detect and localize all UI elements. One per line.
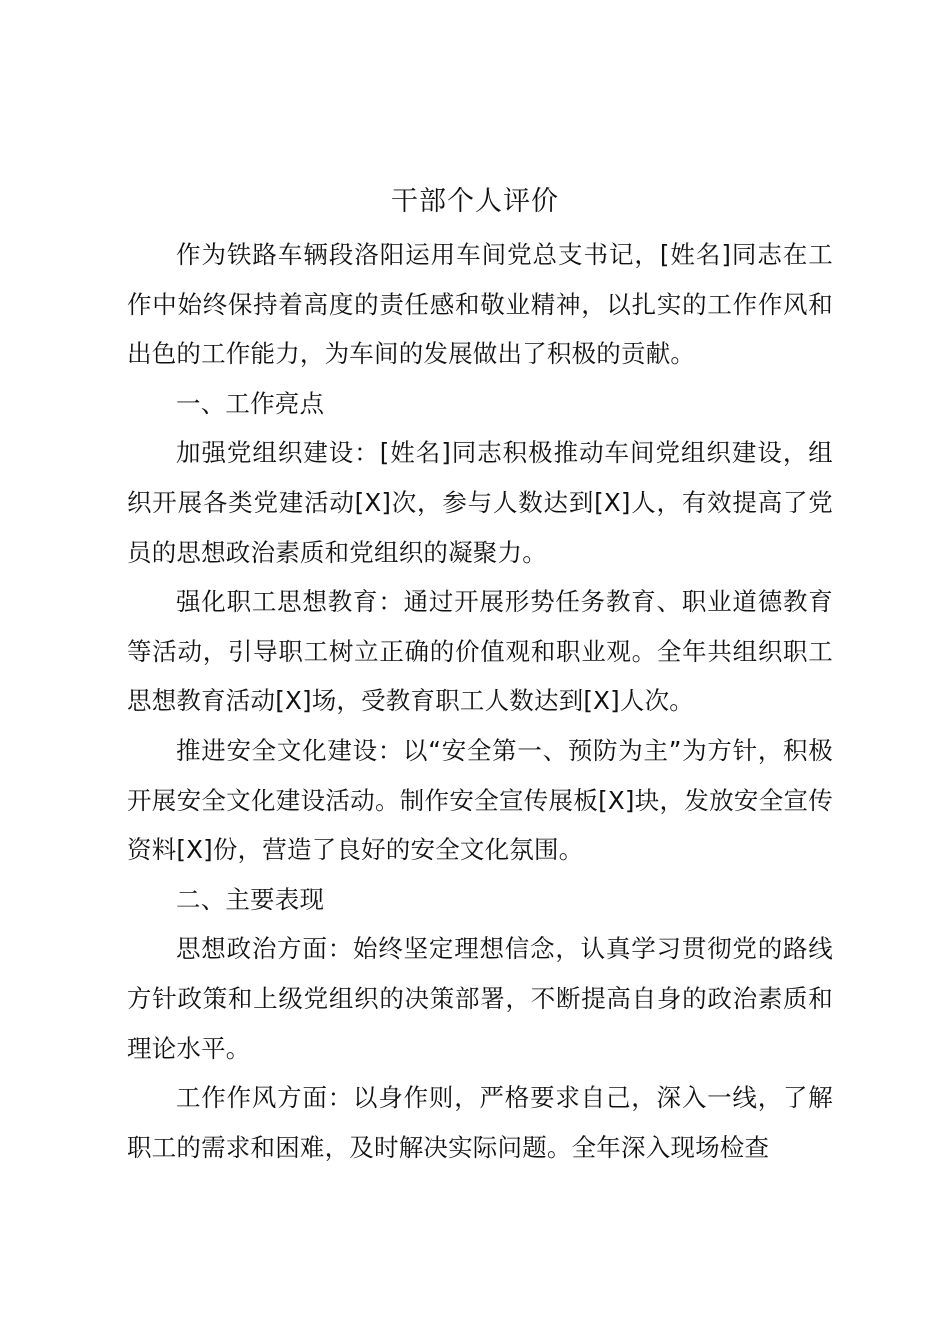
section-heading-performance: 二、主要表现 — [176, 884, 325, 914]
section-heading-highlights: 一、工作亮点 — [176, 388, 325, 418]
paragraph-work-style: 工作作风方面：以身作则，严格要求自己，深入一线，了解职工的需求和困难，及时解决实际问题。全年深入现场检查 — [127, 1083, 833, 1162]
paragraph-safety-culture: 推进安全文化建设：以“安全第一、预防为主”为方针，积极开展安全文化建设活动。制作安全宣传展板[X]块，发放安全宣传资料[X]份，营造了良好的安全文化氛围。 — [127, 735, 833, 865]
paragraph-party-building: 加强党组织建设：[姓名]同志积极推动车间党组织建设，组织开展各类党建活动[X]次，参与人数达到[X]人，有效提高了党员的思想政治素质和党组织的凝聚力。 — [127, 438, 833, 567]
intro-paragraph: 作为铁路车辆段洛阳运用车间党总支书记，[姓名]同志在工作中始终保持着高度的责任感和敬业精神，以扎实的工作作风和出色的工作能力，为车间的发展做出了积极的贡献。 — [127, 240, 833, 369]
paragraph-political: 思想政治方面：始终坚定理想信念，认真学习贯彻党的路线方针政策和上级党组织的决策部署，不断提高自身的政治素质和理论水平。 — [127, 934, 833, 1063]
document-title: 干部个人评价 — [391, 186, 559, 217]
document-body — [127, 230, 833, 1172]
paragraph-ideological-education: 强化职工思想教育：通过开展形势任务教育、职业道德教育等活动，引导职工树立正确的价值观和职业观。全年共组织职工思想教育活动[X]场，受教育职工人数达到[X]人次。 — [127, 587, 833, 716]
